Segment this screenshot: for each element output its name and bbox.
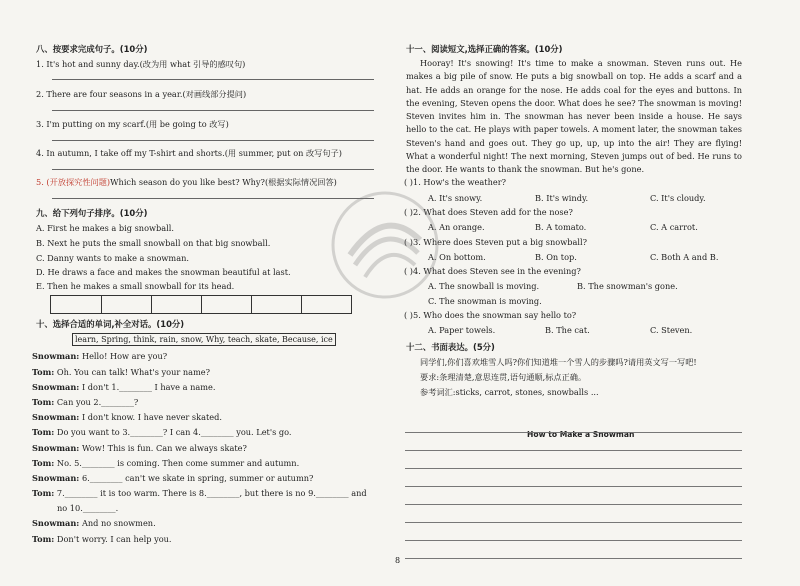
writing-line[interactable] xyxy=(405,522,742,523)
section-11-heading: 十一、阅读短文,选择正确的答案。(10分) xyxy=(406,44,563,54)
writing-line[interactable] xyxy=(405,504,742,505)
answer-line[interactable] xyxy=(52,140,374,141)
q3-option-c[interactable]: C. Both A and B. xyxy=(650,252,719,262)
dialogue-line: Tom: Don't worry. I can help you. xyxy=(32,534,172,544)
writing-title: How to Make a Snowman xyxy=(527,430,635,439)
q2-option-a[interactable]: A. An orange. xyxy=(428,222,485,232)
q2-option-b[interactable]: B. A tomato. xyxy=(535,222,587,232)
dialogue-line: Snowman: 6.________ can't we skate in spring, summer or autumn? xyxy=(32,473,314,483)
writing-line[interactable] xyxy=(405,450,742,451)
q1-option-a[interactable]: A. It's snowy. xyxy=(428,193,483,203)
writing-requirements: 要求:条理清楚,意思连贯,语句通顺,标点正确。 xyxy=(420,372,587,382)
q5-option-c[interactable]: C. Steven. xyxy=(650,325,693,335)
q3-option-b[interactable]: B. On top. xyxy=(535,252,577,262)
dialogue-line: Snowman: And no snowmen. xyxy=(32,518,156,528)
writing-line[interactable] xyxy=(405,540,742,541)
order-answer-grid[interactable] xyxy=(50,295,352,314)
q1-option-c[interactable]: C. It's cloudy. xyxy=(650,193,706,203)
section-10-heading: 十、选择合适的单词,补全对话。(10分) xyxy=(36,319,185,329)
question-4: ( )4. What does Steven see in the evening? xyxy=(404,266,581,276)
dialogue-line: Tom: Can you 2.________? xyxy=(32,397,139,407)
page-number: 8 xyxy=(395,556,401,565)
sentence-a: A. First he makes a big snowball. xyxy=(36,223,174,233)
sentence-c: C. Danny wants to make a snowman. xyxy=(36,253,189,263)
answer-line[interactable] xyxy=(52,169,374,170)
q1-option-b[interactable]: B. It's windy. xyxy=(535,193,589,203)
dialogue-line: Tom: No. 5.________ is coming. Then come summer and autumn. xyxy=(32,458,300,468)
reference-vocabulary: 参考词汇:sticks, carrot, stones, snowballs ... xyxy=(420,387,599,397)
dialogue-line: Snowman: I don't know. I have never skated. xyxy=(32,412,222,422)
s8-item-1: 1. It's hot and sunny day.(改为用 what 引导的感叹句) xyxy=(36,59,246,69)
question-5: ( )5. Who does the snowman say hello to? xyxy=(404,310,577,320)
question-1: ( )1. How's the weather? xyxy=(404,177,506,187)
dialogue-line: no 10.________. xyxy=(57,503,119,513)
section-12-heading: 十二、书面表达。(5分) xyxy=(406,342,495,352)
publisher-watermark xyxy=(320,185,450,315)
sentence-d: D. He draws a face and makes the snowman beautiful at last. xyxy=(36,267,291,277)
dialogue-line: Snowman: I don't 1.________ I have a name. xyxy=(32,382,216,392)
q2-option-c[interactable]: C. A carrot. xyxy=(650,222,698,232)
question-3: ( )3. Where does Steven put a big snowball? xyxy=(404,237,587,247)
dialogue-line: Snowman: Wow! This is fun. Can we always skate? xyxy=(32,443,247,453)
sentence-e: E. Then he makes a small snowball for its head. xyxy=(36,281,235,291)
sentence-b: B. Next he puts the small snowball on that big snowball. xyxy=(36,238,271,248)
s8-item-2: 2. There are four seasons in a year.(对画线部分提问) xyxy=(36,89,247,99)
writing-line[interactable] xyxy=(405,468,742,469)
writing-line[interactable] xyxy=(405,558,742,559)
reading-passage: Hooray! It's snowing! It's time to make a snowman. Steven runs out. He makes a big pile of snow. He puts a big snowball on top. He adds a scarf and a hat. He adds an orange for the nose. He adds coal for the eyes and buttons. In the evening, Steven opens the door. What does he see? The snowman is moving! Steven invites him in. The snowman has never been inside a house. He says hello to the cat. He plays with paper towels. A moment later, the snowman takes Steven's hand and goes out. They go up, up, up into the air! They are flying! What a wonderful night! The next morning, Steven jumps out of bed. He runs to the door. He wants to thank the snowman. But he's gone. xyxy=(406,58,742,175)
q4-option-a[interactable]: A. The snowball is moving. xyxy=(428,281,540,291)
q4-option-b[interactable]: B. The snowman's gone. xyxy=(577,281,678,291)
section-8-heading: 八、按要求完成句子。(10分) xyxy=(36,44,148,54)
s8-item-3: 3. I'm putting on my scarf.(用 be going to 改写) xyxy=(36,119,229,129)
writing-line[interactable] xyxy=(405,432,742,433)
q4-option-c[interactable]: C. The snowman is moving. xyxy=(428,296,542,306)
question-2: ( )2. What does Steven add for the nose? xyxy=(404,207,573,217)
writing-line[interactable] xyxy=(405,486,742,487)
dialogue-line: Tom: 7.________ it is too warm. There is 8.________, but there is no 9.________ and xyxy=(32,488,367,498)
dialogue-line: Tom: Do you want to 3.________? I can 4.________ you. Let's go. xyxy=(32,427,292,437)
dialogue-line: Tom: Oh. You can talk! What's your name? xyxy=(32,367,211,377)
q5-option-b[interactable]: B. The cat. xyxy=(545,325,590,335)
q3-option-a[interactable]: A. On bottom. xyxy=(428,252,486,262)
dialogue-line: Snowman: Hello! How are you? xyxy=(32,351,168,361)
q5-option-a[interactable]: A. Paper towels. xyxy=(428,325,496,335)
s8-item-5: 5. (开放探究性问题)Which season do you like best? Why?(根据实际情况回答) xyxy=(36,177,337,187)
s8-item-4: 4. In autumn, I take off my T-shirt and shorts.(用 summer, put on 改写句子) xyxy=(36,148,342,158)
writing-prompt: 同学们,你们喜欢堆雪人吗?你们知道堆一个雪人的步骤吗?请用英文写一写吧! xyxy=(420,357,697,367)
answer-line[interactable] xyxy=(52,110,374,111)
answer-line[interactable] xyxy=(52,79,374,80)
section-9-heading: 九、给下列句子排序。(10分) xyxy=(36,208,148,218)
word-bank: learn, Spring, think, rain, snow, Why, teach, skate, Because, ice xyxy=(72,333,336,346)
